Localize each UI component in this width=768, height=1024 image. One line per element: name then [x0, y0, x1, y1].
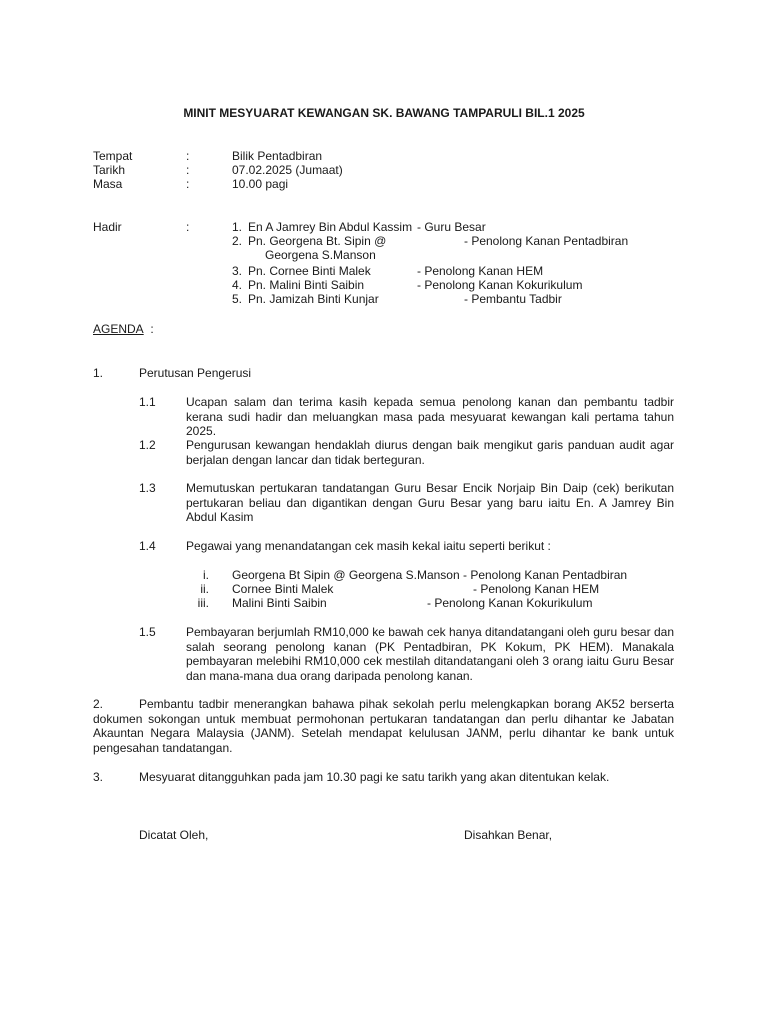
member-name-cont: Georgena S.Manson	[265, 248, 376, 262]
section-text: Mesyuarat ditangguhkan pada jam 10.30 pagi ke satu tarikh yang akan ditentukan kelak.	[139, 770, 610, 784]
info-colon: :	[186, 149, 190, 163]
agenda-label: AGENDA	[93, 322, 144, 336]
recorded-by-label: Dicatat Oleh,	[139, 828, 209, 842]
item-number: 1.5	[139, 625, 156, 639]
member-name: En A Jamrey Bin Abdul Kassim	[248, 220, 413, 234]
item-number: 1.1	[139, 395, 156, 409]
member-num: 2.	[232, 234, 243, 248]
info-value-masa: 10.00 pagi	[232, 177, 289, 191]
member-name: Pn. Cornee Binti Malek	[248, 264, 371, 278]
signatory-name: Cornee Binti Malek	[232, 582, 334, 596]
item-text: Ucapan salam dan terima kasih kepada semua penolong kanan dan pembantu tadbir kerana sudi hadir dan meluangkan masa pada mesyuarat kewangan kali pertama tahun 2025.	[186, 395, 674, 438]
member-num: 3.	[232, 264, 243, 278]
info-value-tempat: Bilik Pentadbiran	[232, 149, 323, 163]
hadir-label: Hadir	[93, 220, 122, 234]
item-number: 1.3	[139, 481, 156, 495]
item-number: 1.2	[139, 438, 156, 452]
member-num: 1.	[232, 220, 243, 234]
item-number: 1.4	[139, 539, 156, 553]
section-number: 1.	[93, 366, 104, 380]
signatory-text: Georgena Bt Sipin @ Georgena S.Manson - Penolong Kanan Pentadbiran	[232, 568, 628, 582]
agenda-colon: :	[150, 322, 154, 336]
section-number: 2.	[93, 697, 104, 711]
signatory-num: iii.	[197, 596, 209, 610]
member-role: - Penolong Kanan Pentadbiran	[464, 234, 629, 248]
signatory-role: - Penolong Kanan HEM	[473, 582, 600, 596]
member-name: Pn. Jamizah Binti Kunjar	[248, 292, 379, 306]
member-num: 5.	[232, 292, 243, 306]
agenda-heading	[93, 322, 154, 336]
signatory-name: Malini Binti Saibin	[232, 596, 327, 610]
member-role: - Penolong Kanan Kokurikulum	[417, 278, 583, 292]
info-label-tempat: Tempat	[93, 149, 133, 163]
section-title: Perutusan Pengerusi	[139, 366, 252, 380]
item-text: Pembayaran berjumlah RM10,000 ke bawah cek hanya ditandatangani oleh guru besar dan salah seorang penolong kanan (PK Pentadbiran, PK Kokum, PK HEM). Manakala pembayaran melebihi RM10,000 cek mestilah ditandatangani oleh 3 orang iaitu Guru Besar dan mana-mana dua orang daripada penolong kanan.	[186, 625, 674, 683]
section-number: 3.	[93, 770, 104, 784]
hadir-colon: :	[186, 220, 190, 234]
member-num: 4.	[232, 278, 243, 292]
info-label-tarikh: Tarikh	[93, 163, 126, 177]
info-colon: :	[186, 177, 190, 191]
member-role: - Penolong Kanan HEM	[417, 264, 544, 278]
info-label-masa: Masa	[93, 177, 123, 191]
page-title: MINIT MESYUARAT KEWANGAN SK. BAWANG TAMPARULI BIL.1 2025	[183, 106, 585, 120]
member-name: Pn. Malini Binti Saibin	[248, 278, 365, 292]
signatory-num: i.	[203, 568, 209, 582]
approved-by-label: Disahkan Benar,	[464, 828, 553, 842]
member-name: Pn. Georgena Bt. Sipin @	[248, 234, 387, 248]
section-text: Pembantu tadbir menerangkan bahawa pihak sekolah perlu melengkapkan borang AK52 berserta dokumen sokongan untuk membuat permohonan pertukaran tandatangan dan perlu dihantar ke Jabatan Akauntan Negara Malaysia (JANM). Setelah mendapat kelulusan JANM, perlu dihantar ke bank untuk pengesahan tandatangan.	[93, 697, 674, 755]
member-role: - Pembantu Tadbir	[464, 292, 562, 306]
item-text: Memutuskan pertukaran tandatangan Guru Besar Encik Norjaip Bin Daip (cek) berikutan pertukaran beliau dan digantikan dengan Guru Besar yang baru iaitu En. A Jamrey Bin Abdul Kasim	[186, 481, 674, 524]
item-text: Pengurusan kewangan hendaklah diurus dengan baik mengikut garis panduan audit agar berjalan dengan lancar dan tidak berteguran.	[186, 438, 674, 467]
info-value-tarikh: 07.02.2025 (Jumaat)	[232, 163, 343, 177]
signatory-role: - Penolong Kanan Kokurikulum	[427, 596, 593, 610]
signatory-num: ii.	[200, 582, 209, 596]
member-role: - Guru Besar	[417, 220, 486, 234]
item-text: Pegawai yang menandatangan cek masih kekal iaitu seperti berikut :	[186, 539, 551, 553]
info-colon: :	[186, 163, 190, 177]
